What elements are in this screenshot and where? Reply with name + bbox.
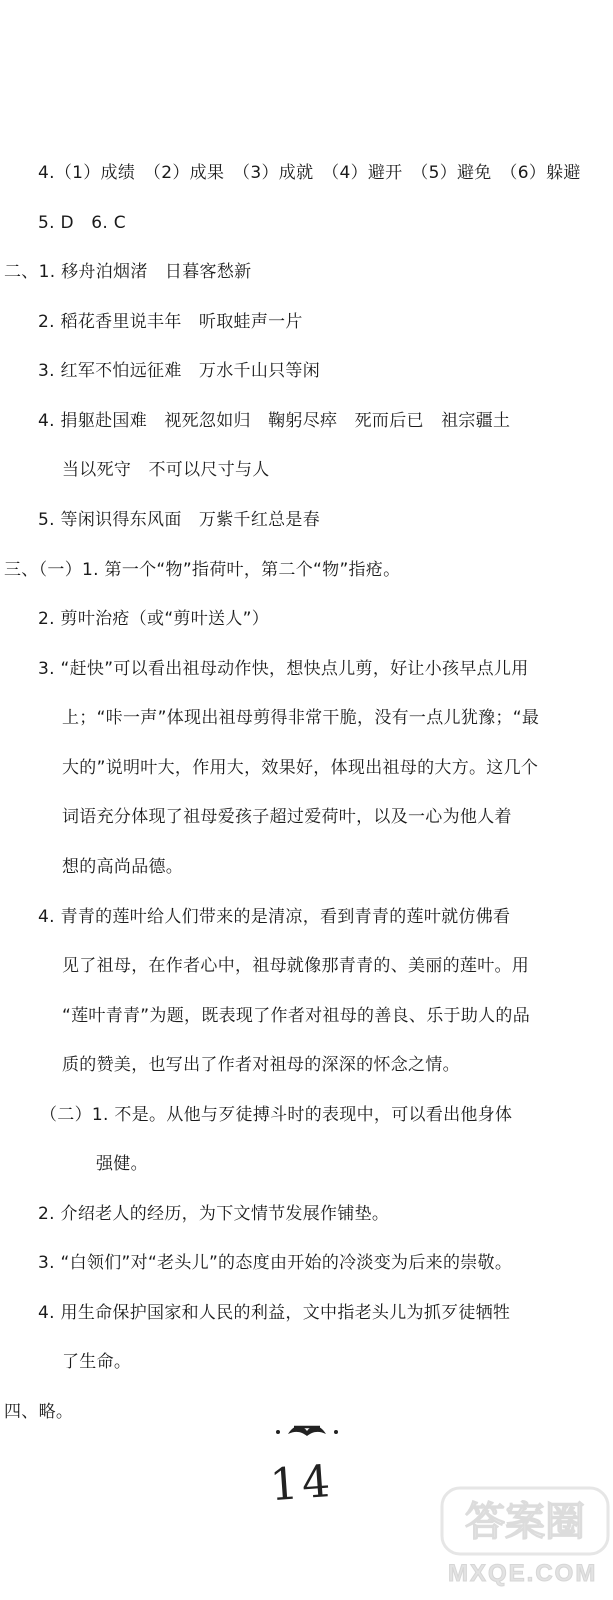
ornament-icon: [272, 1418, 342, 1442]
watermark: [440, 1480, 610, 1595]
section-three-q4-line-4: 质的赞美，也写出了作者对祖母的深深的怀念之情。: [62, 1055, 460, 1075]
section-three-q3-line-3: 大的”说明叶大，作用大，效果好，体现出祖母的大方。这几个: [62, 758, 539, 778]
section-two-line-4-cont: 当以死守 不可以尺寸与人: [62, 460, 270, 480]
section-three-q3-line-1: 3. “赶快”可以看出祖母动作快，想快点儿剪，好让小孩早点儿用: [38, 659, 529, 679]
section-two-line-1: 二、1. 移舟泊烟渚 日暮客愁新: [4, 262, 252, 282]
page-number: 14: [268, 1455, 336, 1512]
part-two-q1-line-1: （二）1. 不是。从他与歹徒搏斗时的表现中，可以看出他身体: [40, 1105, 513, 1125]
section-three-q2: 2. 剪叶治疮（或“剪叶送人”）: [38, 609, 270, 629]
watermark-url: MXQE.COM: [448, 1560, 598, 1587]
section-two-line-5: 5. 等闲识得东风面 万紫千红总是春: [38, 510, 321, 530]
section-three-q4-line-1: 4. 青青的莲叶给人们带来的是清凉，看到青青的莲叶就仿佛看: [38, 907, 511, 927]
part-two-q4-line-1: 4. 用生命保护国家和人民的利益，文中指老头儿为抓歹徒牺牲: [38, 1303, 511, 1323]
section-three-q3-line-4: 词语充分体现了祖母爱孩子超过爱荷叶，以及一心为他人着: [62, 807, 512, 827]
part-two-q2: 2. 介绍老人的经历，为下文情节发展作铺垫。: [38, 1204, 390, 1224]
answer-line-q5-q6: 5. D 6. C: [38, 213, 126, 233]
part-two-q3: 3. “白领们”对“老头儿”的态度由开始的冷淡变为后来的崇敬。: [38, 1253, 513, 1273]
section-three-q3-line-5: 想的高尚品德。: [62, 857, 184, 877]
section-three-part-one-q1: 三、（一）1. 第一个“物”指荷叶，第二个“物”指疮。: [4, 560, 401, 580]
watermark-logo-text: 答案圈: [465, 1499, 585, 1545]
section-four: 四、略。: [4, 1402, 74, 1422]
section-two-line-4: 4. 捐躯赴国难 视死忽如归 鞠躬尽瘁 死而后已 祖宗疆土: [38, 411, 511, 431]
section-three-q4-line-3: “莲叶青青”为题，既表现了作者对祖母的善良、乐于助人的品: [62, 1006, 531, 1026]
part-two-q4-line-2: 了生命。: [62, 1352, 132, 1372]
section-three-q4-line-2: 见了祖母，在作者心中，祖母就像那青青的、美丽的莲叶。用: [62, 956, 530, 976]
part-two-q1-line-2: 强健。: [96, 1154, 148, 1174]
section-two-line-3: 3. 红军不怕远征难 万水千山只等闲: [38, 361, 321, 381]
answer-line-q4-words: 4.（1）成绩 （2）成果 （3）成就 （4）避开 （5）避免 （6）躲避: [38, 163, 581, 183]
section-three-q3-line-2: 上；“咔一声”体现出祖母剪得非常干脆，没有一点儿犹豫；“最: [62, 708, 540, 728]
watermark-logo-icon: [440, 1480, 610, 1560]
section-two-line-2: 2. 稻花香里说丰年 听取蛙声一片: [38, 312, 303, 332]
